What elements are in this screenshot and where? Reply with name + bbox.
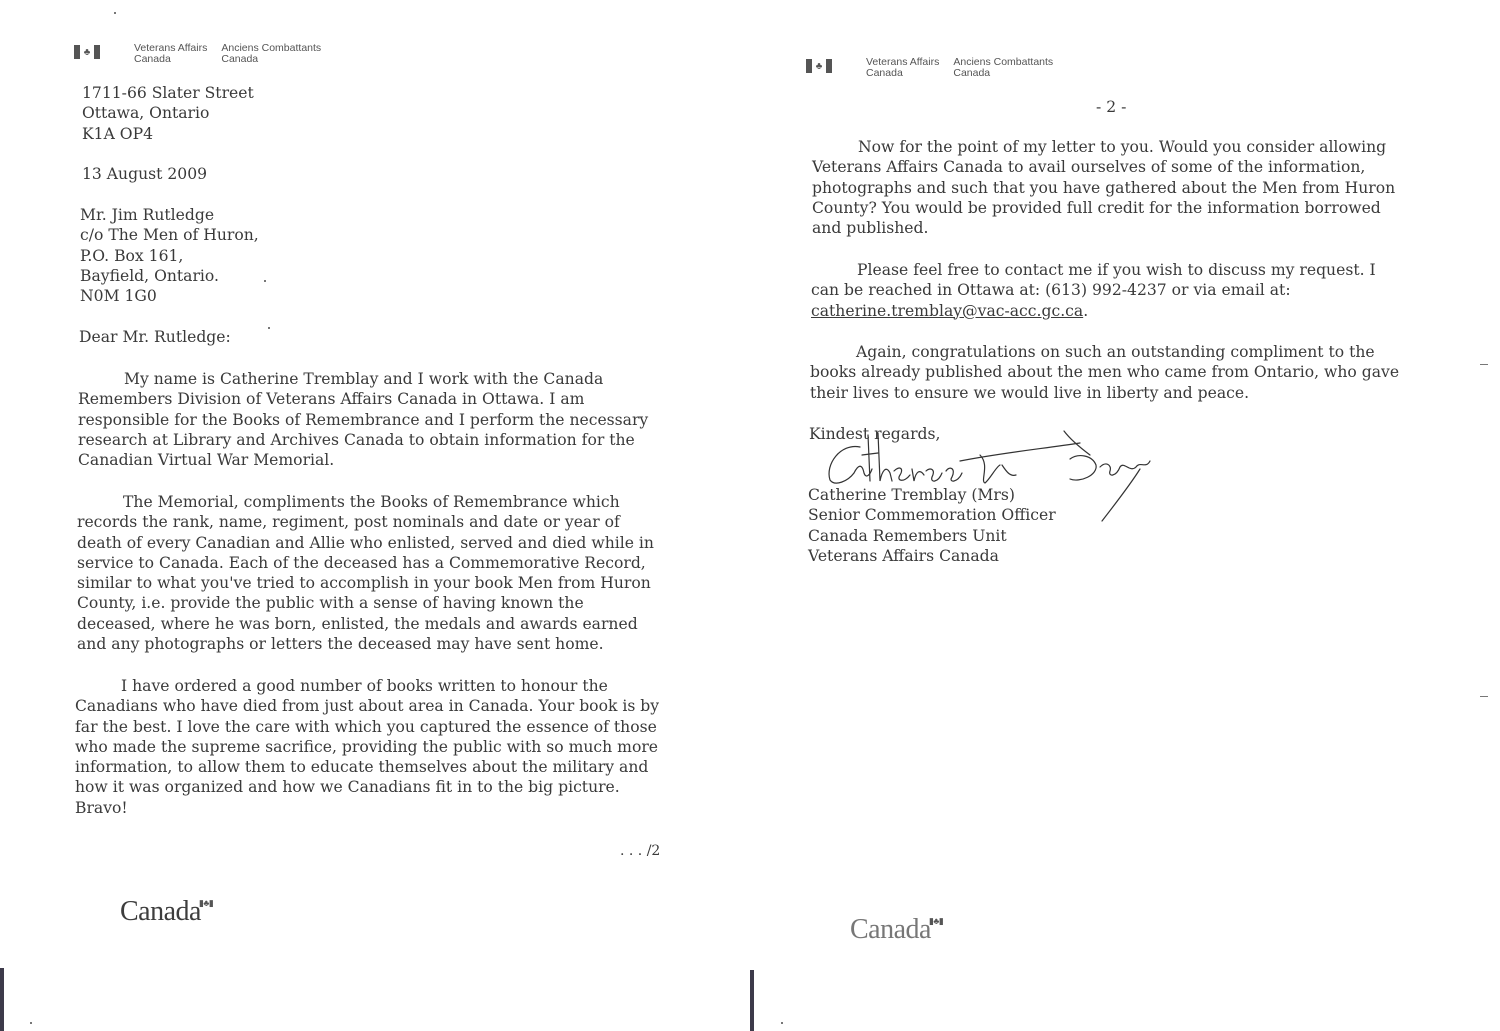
scan-speck — [1480, 696, 1488, 697]
page-number: - 2 - — [1096, 98, 1127, 116]
scan-speck — [30, 1022, 32, 1024]
scan-speck — [1480, 364, 1488, 365]
scan-speck — [114, 12, 116, 14]
letter-date: 13 August 2009 — [82, 165, 208, 183]
recipient-address: Mr. Jim Rutledge c/o The Men of Huron, P.O. Box 161, Bayfield, Ontario. N0M 1G0 — [80, 206, 259, 306]
body-paragraph: My name is Catherine Tremblay and I work with the Canada Remembers Division of Veterans Affairs Canada in Ottawa. I am responsible for the Books of Remembrance and I perform the necessary research at Library and Archives Canada to obtain information for the Canadian Virtual War Memorial. — [78, 370, 649, 470]
body-paragraph: The Memorial, compliments the Books of Remembrance which records the rank, name, regiment, post nominals and date or year of death of every Canadian and Allie who enlisted, served and died while in service to Canada. Each of the deceased has a Commemorative Record, similar to what you've tried to accomplish in your book Men from Huron County, i.e. provide the public with a sense of having known the deceased, where he was born, enlisted, the medals and awards earned and any photographs or letters the deceased may have sent home. — [77, 493, 654, 654]
continuation-marker: . . . /2 — [620, 843, 661, 859]
letterhead-french: Anciens Combattants Canada — [953, 56, 1054, 79]
letterhead-english: Veterans Affairs Canada — [134, 42, 208, 65]
scan-speck — [264, 280, 266, 282]
closing: Kindest regards, — [809, 425, 941, 443]
contact-paragraph: Please feel free to contact me if you wish to discuss my request. I can be reached in Ottawa at: (613) 992-4237 or via email at: catherine.tremblay@vac-acc.gc.ca. — [811, 261, 1376, 320]
canada-flag-icon: ♣ — [806, 59, 832, 73]
letterhead — [806, 57, 1067, 79]
canada-wordmark: Canada▮♣▮ — [850, 914, 944, 945]
email-link[interactable]: catherine.tremblay@vac-acc.gc.ca — [811, 301, 1084, 320]
canada-flag-icon: ♣ — [74, 45, 100, 59]
body-paragraph: I have ordered a good number of books written to honour the Canadians who have died from just about area in Canada. Your book is by far the best. I love the care with which you captured the essence of those who made the supreme sacrifice, providing the public with so much more information, to allow them to educate themselves about the military and how it was organized and how we Canadians fit in to the big picture. Bravo! — [75, 677, 660, 817]
flag-mini-icon: ▮♣▮ — [198, 898, 214, 908]
letterhead-english: Veterans Affairs Canada — [866, 56, 940, 79]
body-paragraph: Now for the point of my letter to you. Would you consider allowing Veterans Affairs Canada to avail ourselves of some of the information, photographs and such that you have gathered about the Men from Huron County? You would be provided full credit for the information borrowed and published. — [812, 138, 1396, 238]
scan-speck — [781, 1022, 783, 1024]
flag-mini-icon: ▮♣▮ — [928, 916, 944, 926]
scan-speck — [268, 327, 270, 329]
sender-address: 1711-66 Slater Street Ottawa, Ontario K1A OP4 — [82, 84, 254, 143]
letterhead-french: Anciens Combattants Canada — [221, 42, 322, 65]
scan-edge-mark — [0, 968, 4, 1031]
body-paragraph: Again, congratulations on such an outstanding compliment to the books already published about the men who came from Ontario, who gave their lives to ensure we would live in liberty and peace. — [810, 343, 1400, 402]
letterhead — [74, 43, 335, 65]
salutation: Dear Mr. Rutledge: — [79, 328, 231, 346]
handwritten-signature — [820, 425, 1170, 525]
signature-block: Catherine Tremblay (Mrs) Senior Commemoration Officer Canada Remembers Unit Veterans Affairs Canada — [808, 486, 1056, 565]
canada-wordmark: Canada▮♣▮ — [120, 896, 214, 927]
